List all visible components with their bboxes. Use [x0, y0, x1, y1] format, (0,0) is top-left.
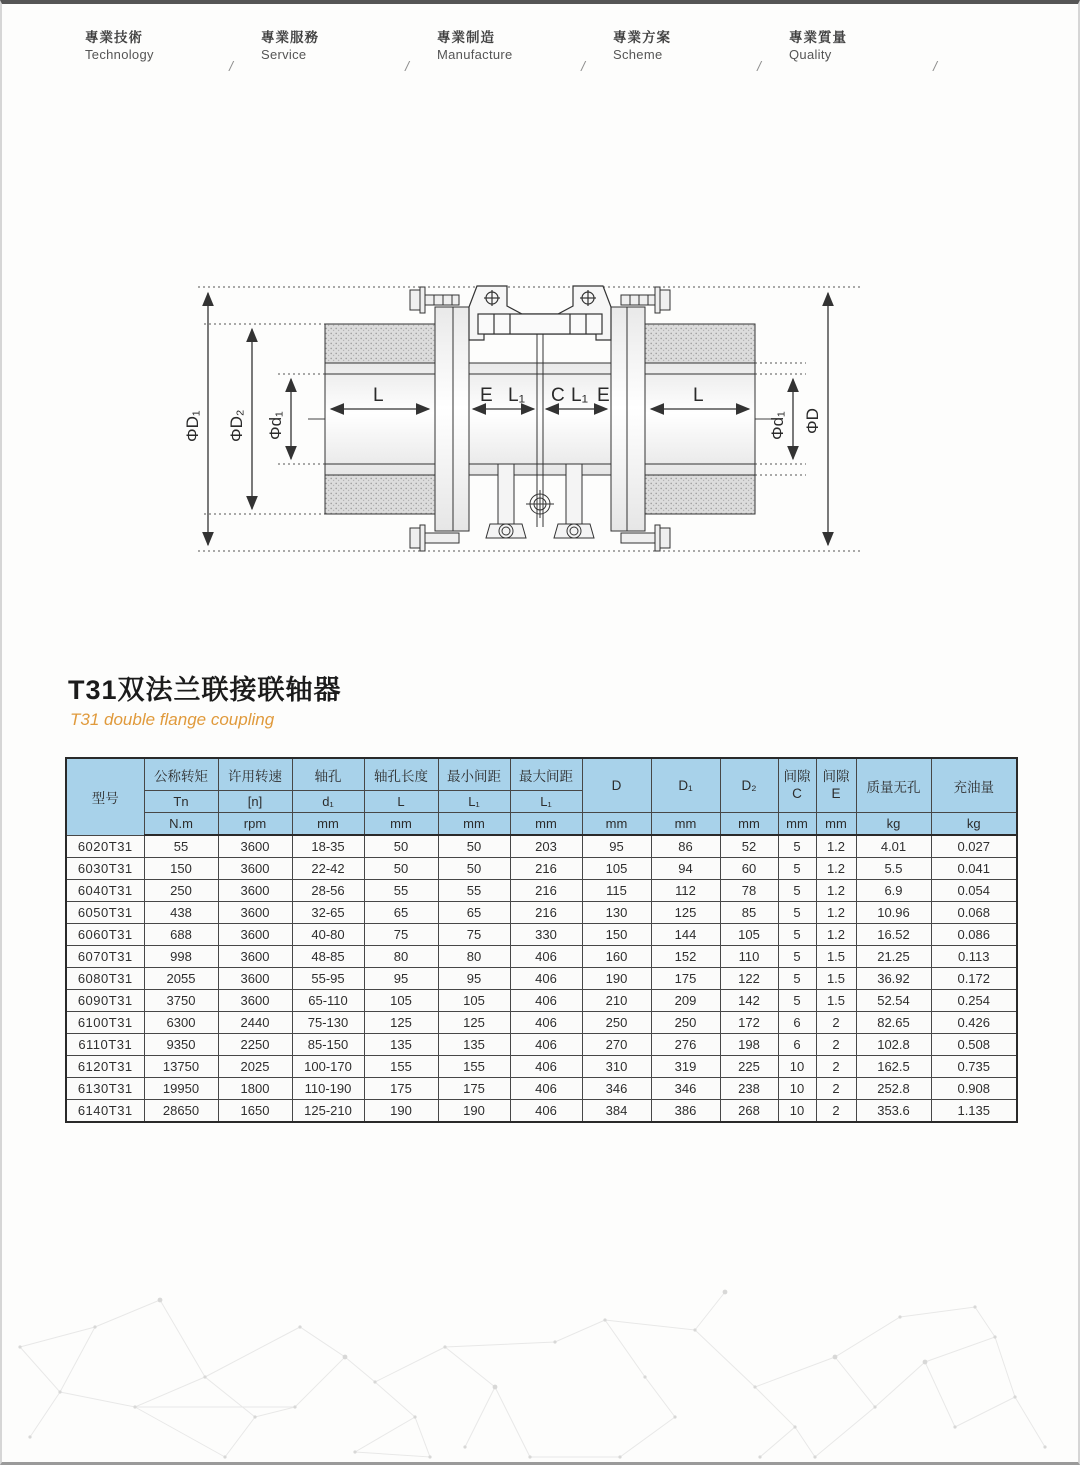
table-cell: 216: [510, 880, 582, 902]
table-cell: 6020T31: [66, 835, 144, 858]
table-cell: 110: [720, 946, 778, 968]
table-cell: 2: [816, 1056, 856, 1078]
nav-label-en: Manufacture: [437, 46, 513, 62]
col-unit: mm: [438, 813, 510, 836]
table-cell: 384: [582, 1100, 651, 1123]
col-unit: N.m: [144, 813, 218, 836]
page-subtitle: T31 double flange coupling: [70, 710, 275, 729]
table-cell: 3750: [144, 990, 218, 1012]
table-cell: 1.2: [816, 858, 856, 880]
table-cell: 386: [651, 1100, 720, 1123]
table-row: [66, 946, 1017, 968]
table-cell: 3600: [218, 835, 292, 858]
col-unit: mm: [582, 813, 651, 836]
col-header-D2: D₂: [720, 758, 778, 813]
table-cell: 2055: [144, 968, 218, 990]
table-cell: 2250: [218, 1034, 292, 1056]
table-cell: 28-56: [292, 880, 364, 902]
table-cell: 125: [651, 902, 720, 924]
table-row: [66, 990, 1017, 1012]
nav-item-scheme: [613, 30, 789, 74]
table-cell: 155: [438, 1056, 510, 1078]
dim-label-C: C: [551, 385, 565, 406]
table-cell: 6140T31: [66, 1100, 144, 1123]
table-cell: 268: [720, 1100, 778, 1123]
nav-label-zh: 專業制造: [437, 30, 495, 45]
table-cell: 122: [720, 968, 778, 990]
table-cell: 130: [582, 902, 651, 924]
table-row: [66, 1034, 1017, 1056]
table-cell: 5: [778, 924, 816, 946]
table-cell: 330: [510, 924, 582, 946]
table-cell: 3600: [218, 968, 292, 990]
table-cell: 3600: [218, 902, 292, 924]
table-cell: 125: [364, 1012, 438, 1034]
col-symbol-L1-max: L₁: [510, 791, 582, 813]
table-cell: 10: [778, 1078, 816, 1100]
dim-label-phi-d2: ΦD₂: [227, 409, 246, 442]
table-cell: 6110T31: [66, 1034, 144, 1056]
table-cell: 1800: [218, 1078, 292, 1100]
table-cell: 125: [438, 1012, 510, 1034]
table-cell: 4.01: [856, 835, 931, 858]
table-cell: 6130T31: [66, 1078, 144, 1100]
table-cell: 52.54: [856, 990, 931, 1012]
table-cell: 52: [720, 835, 778, 858]
table-cell: 95: [582, 835, 651, 858]
table-cell: 6060T31: [66, 924, 144, 946]
table-cell: 5: [778, 990, 816, 1012]
table-cell: 406: [510, 1078, 582, 1100]
table-cell: 0.735: [931, 1056, 1017, 1078]
table-row: [66, 1012, 1017, 1034]
table-cell: 1.2: [816, 880, 856, 902]
table-cell: 75: [438, 924, 510, 946]
left-flange: [435, 307, 469, 531]
table-cell: 5: [778, 858, 816, 880]
table-cell: 50: [364, 858, 438, 880]
dim-label-L-right: L: [693, 385, 704, 406]
table-cell: 142: [720, 990, 778, 1012]
nav-item-manufacture: [437, 30, 613, 74]
table-cell: 319: [651, 1056, 720, 1078]
right-flange: [611, 307, 645, 531]
col-symbol-d1: d₁: [292, 791, 364, 813]
table-cell: 0.054: [931, 880, 1017, 902]
table-row: [66, 1056, 1017, 1078]
table-cell: 78: [720, 880, 778, 902]
table-cell: 75: [364, 924, 438, 946]
spec-table-body: [66, 835, 1017, 1122]
nav-label-en: Quality: [789, 46, 832, 62]
table-cell: 0.027: [931, 835, 1017, 858]
page-title: T31双法兰联接联轴器: [68, 675, 342, 705]
table-cell: 209: [651, 990, 720, 1012]
col-header-bore: 轴孔: [292, 758, 364, 791]
coupling-technical-drawing: [160, 262, 920, 597]
table-cell: 172: [720, 1012, 778, 1034]
nav-label-en: Technology: [85, 46, 154, 62]
col-header-model: 型号: [66, 758, 144, 835]
table-cell: 346: [651, 1078, 720, 1100]
nav-item-quality: [789, 30, 965, 74]
col-unit: mm: [816, 813, 856, 836]
col-header-speed: 许用转速: [218, 758, 292, 791]
table-cell: 406: [510, 1100, 582, 1123]
col-header-gap-C: 间隙 C: [778, 758, 816, 813]
table-cell: 13750: [144, 1056, 218, 1078]
table-cell: 5.5: [856, 858, 931, 880]
table-cell: 1650: [218, 1100, 292, 1123]
table-cell: 94: [651, 858, 720, 880]
table-cell: 250: [144, 880, 218, 902]
table-cell: 6040T31: [66, 880, 144, 902]
table-cell: 3600: [218, 858, 292, 880]
section-title-block: [68, 668, 342, 730]
dim-label-L-left: L: [373, 385, 384, 406]
col-symbol-L: L: [364, 791, 438, 813]
table-cell: 21.25: [856, 946, 931, 968]
dim-label-L1-left: L₁: [508, 385, 525, 406]
table-row: [66, 858, 1017, 880]
table-cell: 406: [510, 990, 582, 1012]
table-cell: 310: [582, 1056, 651, 1078]
table-cell: 36.92: [856, 968, 931, 990]
spec-table: [65, 757, 1018, 1123]
nav-label-zh: 專業技術: [85, 30, 143, 45]
table-cell: 0.426: [931, 1012, 1017, 1034]
table-cell: 238: [720, 1078, 778, 1100]
table-cell: 0.068: [931, 902, 1017, 924]
dim-label-phi-d-outer: ΦD: [803, 408, 822, 434]
table-cell: 160: [582, 946, 651, 968]
table-cell: 406: [510, 968, 582, 990]
table-cell: 75-130: [292, 1012, 364, 1034]
table-cell: 86: [651, 835, 720, 858]
table-cell: 5: [778, 880, 816, 902]
table-cell: 3600: [218, 924, 292, 946]
table-cell: 1.135: [931, 1100, 1017, 1123]
nav-item-technology: [85, 30, 261, 74]
table-cell: 2: [816, 1012, 856, 1034]
dim-label-phi-d1-bore-left: Φd₁: [266, 411, 285, 440]
top-nav: [85, 30, 965, 74]
table-cell: 85-150: [292, 1034, 364, 1056]
table-cell: 155: [364, 1056, 438, 1078]
table-cell: 55: [438, 880, 510, 902]
col-unit: kg: [931, 813, 1017, 836]
table-cell: 5: [778, 946, 816, 968]
table-cell: 9350: [144, 1034, 218, 1056]
col-unit: mm: [720, 813, 778, 836]
table-cell: 65: [364, 902, 438, 924]
table-cell: 216: [510, 858, 582, 880]
dim-label-E-left: E: [480, 385, 493, 406]
table-cell: 18-35: [292, 835, 364, 858]
table-row: [66, 924, 1017, 946]
table-cell: 2025: [218, 1056, 292, 1078]
col-header-D1: D₁: [651, 758, 720, 813]
table-cell: 0.086: [931, 924, 1017, 946]
table-cell: 6300: [144, 1012, 218, 1034]
table-cell: 276: [651, 1034, 720, 1056]
table-cell: 5: [778, 968, 816, 990]
table-cell: 55-95: [292, 968, 364, 990]
table-cell: 5: [778, 835, 816, 858]
table-cell: 32-65: [292, 902, 364, 924]
table-cell: 85: [720, 902, 778, 924]
table-cell: 82.65: [856, 1012, 931, 1034]
col-unit: mm: [364, 813, 438, 836]
table-cell: 0.172: [931, 968, 1017, 990]
table-cell: 150: [144, 858, 218, 880]
table-cell: 55: [144, 835, 218, 858]
table-cell: 175: [438, 1078, 510, 1100]
table-cell: 175: [651, 968, 720, 990]
table-cell: 144: [651, 924, 720, 946]
table-cell: 198: [720, 1034, 778, 1056]
table-cell: 252.8: [856, 1078, 931, 1100]
table-cell: 438: [144, 902, 218, 924]
table-cell: 175: [364, 1078, 438, 1100]
table-row: [66, 902, 1017, 924]
table-cell: 135: [438, 1034, 510, 1056]
table-cell: 6100T31: [66, 1012, 144, 1034]
col-unit: rpm: [218, 813, 292, 836]
table-cell: 150: [582, 924, 651, 946]
table-row: [66, 835, 1017, 858]
table-cell: 100-170: [292, 1056, 364, 1078]
col-unit: mm: [778, 813, 816, 836]
table-cell: 0.254: [931, 990, 1017, 1012]
right-hub: [645, 324, 755, 514]
col-unit: mm: [510, 813, 582, 836]
table-cell: 5: [778, 902, 816, 924]
table-cell: 190: [438, 1100, 510, 1123]
col-unit: kg: [856, 813, 931, 836]
table-cell: 6050T31: [66, 902, 144, 924]
left-hub: [325, 324, 435, 514]
table-row: [66, 1100, 1017, 1123]
col-header-bore-length: 轴孔长度: [364, 758, 438, 791]
table-cell: 40-80: [292, 924, 364, 946]
table-cell: 10.96: [856, 902, 931, 924]
table-cell: 80: [438, 946, 510, 968]
nav-separator: /: [229, 58, 233, 74]
col-header-D: D: [582, 758, 651, 813]
table-cell: 105: [364, 990, 438, 1012]
nav-separator: /: [757, 58, 761, 74]
table-cell: 0.508: [931, 1034, 1017, 1056]
table-cell: 19950: [144, 1078, 218, 1100]
top-bracket: [469, 286, 611, 340]
table-cell: 105: [438, 990, 510, 1012]
table-cell: 60: [720, 858, 778, 880]
table-cell: 225: [720, 1056, 778, 1078]
table-cell: 152: [651, 946, 720, 968]
table-cell: 65-110: [292, 990, 364, 1012]
col-header-torque: 公称转矩: [144, 758, 218, 791]
col-header-weight: 质量无孔: [856, 758, 931, 813]
table-cell: 3600: [218, 880, 292, 902]
table-cell: 3600: [218, 946, 292, 968]
col-unit: mm: [651, 813, 720, 836]
dim-label-phi-d1-bore-right: Φd₁: [768, 411, 787, 440]
table-cell: 95: [438, 968, 510, 990]
table-cell: 6030T31: [66, 858, 144, 880]
table-cell: 50: [438, 858, 510, 880]
table-cell: 998: [144, 946, 218, 968]
table-cell: 203: [510, 835, 582, 858]
col-symbol-L1-min: L₁: [438, 791, 510, 813]
table-cell: 48-85: [292, 946, 364, 968]
nav-label-zh: 專業服務: [261, 30, 319, 45]
table-cell: 0.908: [931, 1078, 1017, 1100]
table-cell: 210: [582, 990, 651, 1012]
dim-label-E-right: E: [597, 385, 610, 406]
table-cell: 1.5: [816, 946, 856, 968]
table-cell: 250: [651, 1012, 720, 1034]
nav-label-en: Scheme: [613, 46, 663, 62]
table-cell: 270: [582, 1034, 651, 1056]
table-cell: 3600: [218, 990, 292, 1012]
col-unit: mm: [292, 813, 364, 836]
table-cell: 406: [510, 1056, 582, 1078]
table-cell: 406: [510, 1034, 582, 1056]
table-row: [66, 1078, 1017, 1100]
table-cell: 125-210: [292, 1100, 364, 1123]
col-symbol-n: [n]: [218, 791, 292, 813]
table-cell: 353.6: [856, 1100, 931, 1123]
table-cell: 105: [720, 924, 778, 946]
spec-table-container: [65, 757, 1018, 1123]
table-cell: 6090T31: [66, 990, 144, 1012]
table-cell: 105: [582, 858, 651, 880]
table-cell: 2: [816, 1034, 856, 1056]
table-cell: 6070T31: [66, 946, 144, 968]
col-header-min-spacing: 最小间距: [438, 758, 510, 791]
table-cell: 1.5: [816, 990, 856, 1012]
network-decoration: [0, 1272, 1080, 1460]
table-cell: 10: [778, 1100, 816, 1123]
table-cell: 22-42: [292, 858, 364, 880]
col-header-max-spacing: 最大间距: [510, 758, 582, 791]
table-cell: 406: [510, 946, 582, 968]
table-cell: 2: [816, 1078, 856, 1100]
table-cell: 190: [582, 968, 651, 990]
col-header-gap-E: 间隙 E: [816, 758, 856, 813]
table-cell: 2: [816, 1100, 856, 1123]
nav-label-zh: 專業質量: [789, 30, 847, 45]
table-cell: 10: [778, 1056, 816, 1078]
table-cell: 1.2: [816, 902, 856, 924]
table-cell: 102.8: [856, 1034, 931, 1056]
table-cell: 162.5: [856, 1056, 931, 1078]
table-cell: 1.5: [816, 968, 856, 990]
table-cell: 346: [582, 1078, 651, 1100]
table-cell: 6120T31: [66, 1056, 144, 1078]
table-cell: 6.9: [856, 880, 931, 902]
table-cell: 216: [510, 902, 582, 924]
table-cell: 115: [582, 880, 651, 902]
table-cell: 80: [364, 946, 438, 968]
table-row: [66, 968, 1017, 990]
table-cell: 135: [364, 1034, 438, 1056]
dim-label-phi-d1-outer: ΦD₁: [183, 410, 202, 442]
table-cell: 250: [582, 1012, 651, 1034]
table-cell: 1.2: [816, 835, 856, 858]
table-cell: 688: [144, 924, 218, 946]
table-cell: 1.2: [816, 924, 856, 946]
nav-item-service: [261, 30, 437, 74]
table-cell: 65: [438, 902, 510, 924]
nav-separator: /: [581, 58, 585, 74]
col-header-oil: 充油量: [931, 758, 1017, 813]
table-cell: 110-190: [292, 1078, 364, 1100]
table-cell: 6: [778, 1034, 816, 1056]
nav-label-zh: 專業方案: [613, 30, 671, 45]
nav-label-en: Service: [261, 46, 307, 62]
table-cell: 190: [364, 1100, 438, 1123]
table-cell: 50: [438, 835, 510, 858]
nav-separator: /: [405, 58, 409, 74]
table-cell: 6: [778, 1012, 816, 1034]
table-row: [66, 880, 1017, 902]
col-symbol-Tn: Tn: [144, 791, 218, 813]
table-cell: 2440: [218, 1012, 292, 1034]
nav-separator: /: [933, 58, 937, 74]
table-cell: 50: [364, 835, 438, 858]
table-cell: 16.52: [856, 924, 931, 946]
table-cell: 406: [510, 1012, 582, 1034]
table-cell: 0.113: [931, 946, 1017, 968]
table-cell: 112: [651, 880, 720, 902]
table-cell: 28650: [144, 1100, 218, 1123]
table-cell: 95: [364, 968, 438, 990]
table-cell: 55: [364, 880, 438, 902]
table-cell: 0.041: [931, 858, 1017, 880]
dim-label-L1-right: L₁: [571, 385, 588, 406]
table-cell: 6080T31: [66, 968, 144, 990]
